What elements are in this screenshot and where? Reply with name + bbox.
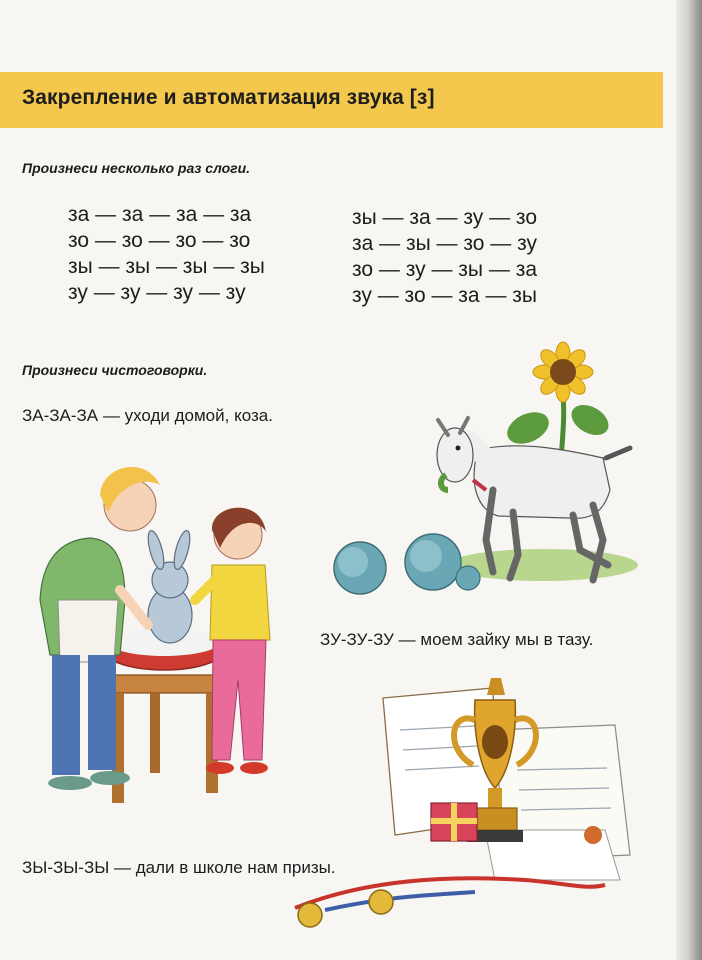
syllable-line: зы — за — зу — зо <box>352 206 538 229</box>
syllables-left-column <box>68 202 265 306</box>
syllables-right-column <box>352 205 537 309</box>
syllable-line: зу — зу — зу — зу <box>68 281 246 304</box>
tongue-twister-2: ЗУ-ЗУ-ЗУ — моем зайку мы в тазу. <box>320 630 594 649</box>
table-image <box>105 675 225 803</box>
syllable-line: зо — зо — зо — зо <box>68 229 251 252</box>
syllable-line: зы — зы — зы — зы <box>68 255 265 278</box>
gift-box-image <box>431 803 477 841</box>
syllable-line: за — за — за — за <box>68 203 252 226</box>
medals-image <box>295 878 605 927</box>
syllable-line: зу — зо — за — зы <box>352 284 538 307</box>
goat-illustration <box>318 340 648 610</box>
tongue-twister-1: ЗА-ЗА-ЗА — уходи домой, коза. <box>22 406 273 425</box>
page-title: Закрепление и автоматизация звука [з] <box>22 86 435 109</box>
syllable-line: зо — зу — зы — за <box>352 258 538 281</box>
exercise2-instruction: Произнеси чистоговорки. <box>22 362 208 378</box>
syllable-line: за — зы — зо — зу <box>352 232 538 255</box>
older-girl-image <box>40 467 160 790</box>
tongue-twister-3: ЗЫ-ЗЫ-ЗЫ — дали в школе нам призы. <box>22 858 336 877</box>
prizes-illustration <box>285 670 645 940</box>
exercise1-instruction: Произнеси несколько раз слоги. <box>22 160 251 176</box>
washing-bunny-illustration <box>30 450 290 810</box>
cabbages-image <box>334 534 480 594</box>
book-spine-shadow <box>676 0 702 960</box>
